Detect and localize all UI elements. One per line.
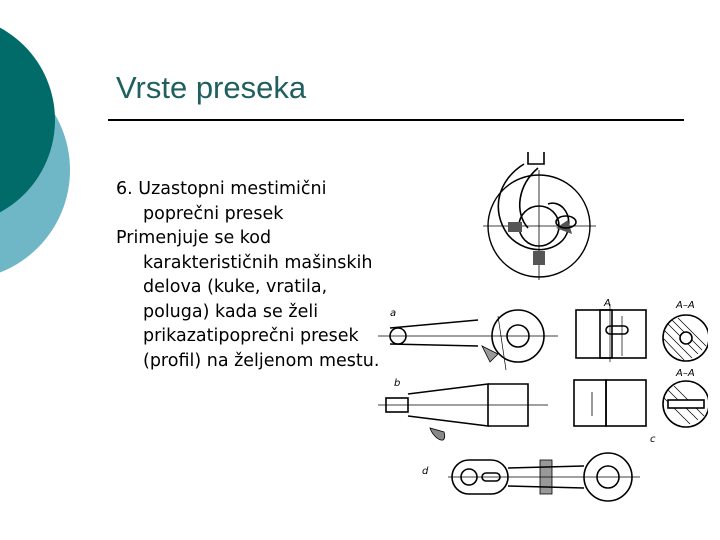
label-section-aa-bottom: A–A (676, 368, 695, 379)
technical-drawing (378, 140, 708, 510)
shaft-drawing-b (378, 384, 548, 440)
label-d: d (422, 466, 429, 477)
section-view-a (576, 304, 708, 362)
hook-drawing (483, 152, 596, 280)
label-b: b (394, 378, 401, 389)
label-a: a (390, 308, 397, 319)
title-divider (108, 119, 684, 121)
label-section-a: A (604, 298, 611, 309)
paragraph-description: Primenjuje se kod karakterističnih mašinskih delova (kuke, vratila, poluga) kada se želi prikazatipoprečni presek (profil) na željenom mestu. (116, 228, 380, 371)
decorative-circles (0, 0, 120, 300)
paragraph-heading: 6. Uzastopni mestimični poprečni presek (116, 179, 327, 224)
section-view-b (574, 380, 708, 427)
slide-title: Vrste preseka (116, 70, 307, 105)
label-c: c (650, 434, 656, 445)
label-section-aa-top: A–A (676, 300, 695, 311)
slide-body (116, 177, 386, 373)
lever-drawing-a (378, 310, 558, 370)
link-drawing-d (448, 453, 640, 501)
